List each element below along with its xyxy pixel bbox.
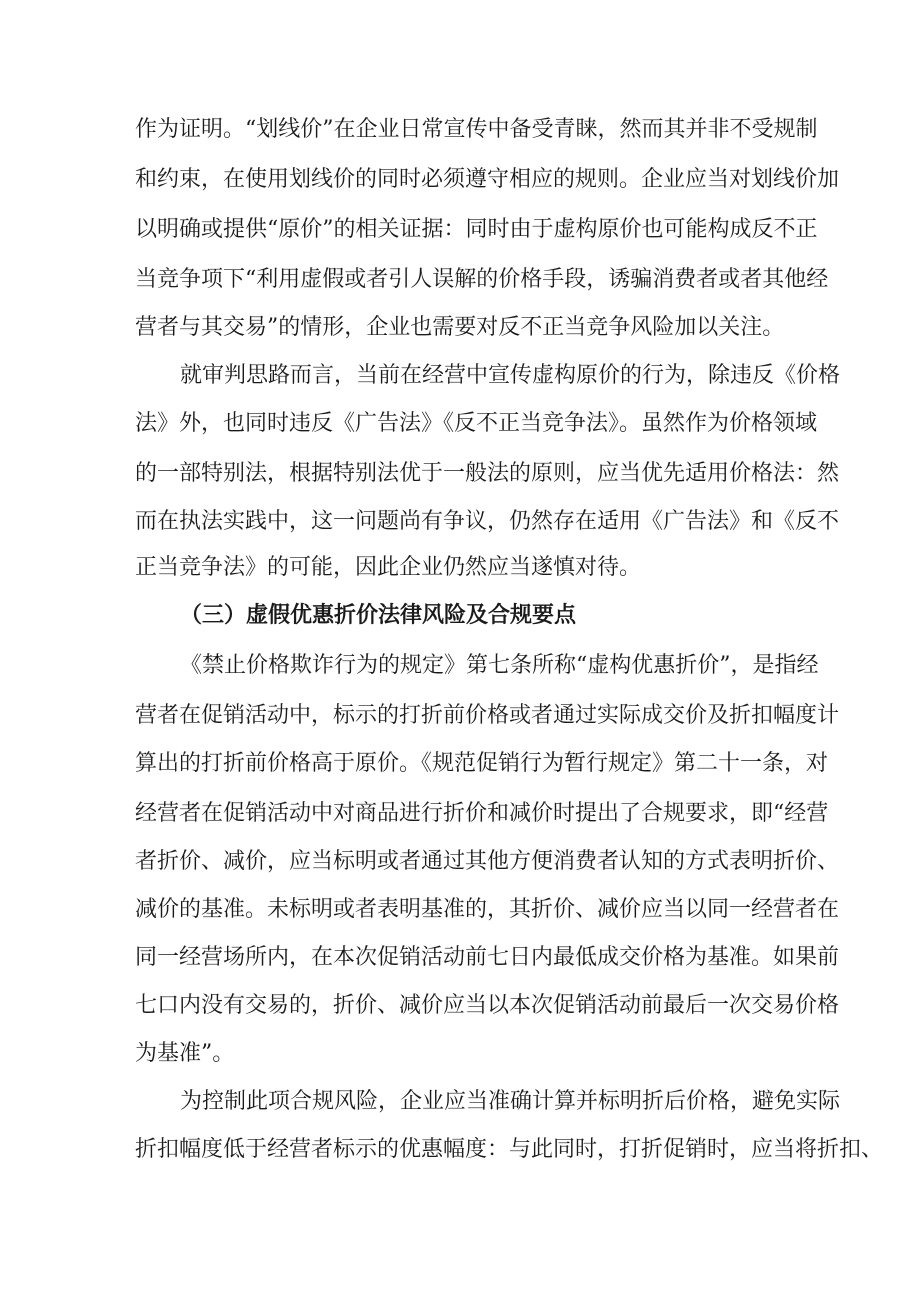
paragraph-2-line-1: 就审判思路而言，当前在经营中宣传虚构原价的行为，除违反《价格 <box>180 363 841 388</box>
paragraph-1-line-2: 和约束，在使用划线价的同时必须遵守相应的规则。企业应当对划线价加 <box>135 167 840 192</box>
paragraph-3-line-4: 经营者在促销活动中对商品进行折价和减价时提出了合规要求，即“经营 <box>135 801 829 826</box>
paragraph-2-line-5: 正当竞争法》的可能，因此企业仍然应当遂慎对待。 <box>135 555 642 580</box>
paragraph-2-line-3: 的一部特别法，根据特别法优于一般法的原则，应当优先适用价格法：然 <box>135 461 840 486</box>
paragraph-3-line-2: 营者在促销活动中，标示的打折前价格或者通过实际成交价及折扣幅度计 <box>135 703 840 728</box>
paragraph-1-line-4: 当竞争项下“利用虚假或者引人误解的价格手段，诱骗消费者或者其他经 <box>135 267 829 292</box>
paragraph-2-line-2: 法》外，也同时违反《广告法》《反不正当竞争法》。虽然作为价格领域 <box>135 411 818 436</box>
paragraph-1-line-5: 营者与其交易”的情形，企业也需要对反不正当竞争风险加以关注。 <box>135 315 785 340</box>
paragraph-2-line-4: 而在执法实践中，这一问题尚有争议，仍然存在适用《广告法》和《反不 <box>135 509 840 534</box>
paragraph-4-line-2: 折扣幅度低于经营者标示的优惠幅度：与此同时，打折促销时，应当将折扣、 <box>135 1137 884 1162</box>
paragraph-1-line-1: 作为证明。“划线价”在企业日常宣传中备受青睐，然而其并非不受规制 <box>135 117 818 142</box>
paragraph-3-line-3: 算出的打折前价格高于原价。《规范促销行为暂行规定》第二十一条，对 <box>135 751 829 776</box>
paragraph-1-line-3: 以明确或提供“原价”的相关证据：同时由于虚构原价也可能构成反不正 <box>135 217 818 242</box>
paragraph-3-line-8: 七口内没有交易的，折价、减价应当以本次促销活动前最后一次交易价格 <box>135 993 840 1018</box>
paragraph-4-line-1: 为控制此项合规风险，企业应当准确计算并标明折后价格，避免实际 <box>180 1089 841 1114</box>
paragraph-3-line-1: 《禁止价格欺诈行为的规定》第七条所称“虚构优惠折价”，是指经 <box>180 653 819 678</box>
paragraph-3-line-7: 同一经营场所内，在本次促销活动前七日内最低成交价格为基准。如果前 <box>135 945 840 970</box>
paragraph-3-line-5: 者折价、减价，应当标明或者通过其他方便消费者认知的方式表明折价、 <box>135 849 840 874</box>
section-heading: （三）虚假优惠折价法律风险及合规要点 <box>180 603 577 628</box>
paragraph-3-line-6: 减价的基准。未标明或者表明基准的，其折价、减价应当以同一经营者在 <box>135 897 840 922</box>
paragraph-3-line-9: 为基准”。 <box>135 1041 235 1066</box>
